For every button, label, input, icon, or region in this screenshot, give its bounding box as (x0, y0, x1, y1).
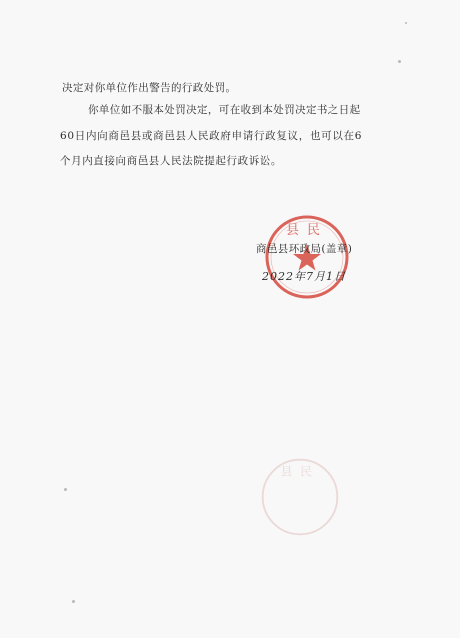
official-seal (262, 212, 352, 302)
body-text-line: 60日内向商邑县或商邑县人民政府申请行政复议，也可以在6 (60, 130, 363, 142)
body-text-line: 个月内直接向商邑县人民法院提起行政诉讼。 (60, 155, 282, 167)
signature-organization: 商邑县环政局(盖章) (256, 243, 353, 255)
body-text-line: 你单位如不服本处罚决定，可在收到本处罚决定书之日起 (88, 104, 361, 116)
body-text-line: 决定对你单位作出警告的行政处罚。 (62, 82, 237, 94)
scan-speck (398, 60, 401, 63)
scan-speck (72, 600, 75, 603)
scan-speck (405, 22, 407, 24)
seal-text: 县民 (280, 464, 320, 479)
signature-date: 2022年7月1日 (262, 270, 346, 283)
scan-speck (64, 488, 67, 491)
bleed-through-seal (258, 455, 342, 539)
seal-text: 县民 (285, 223, 329, 238)
